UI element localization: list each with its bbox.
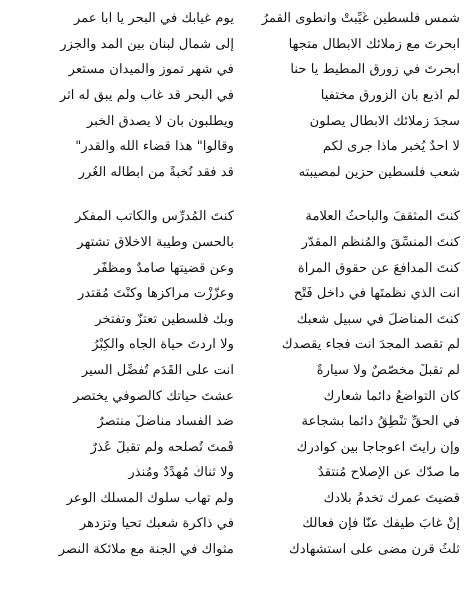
- verse-first-hemistich: لا أحدٌ يُخبر ماذا جرى لكُم: [322, 140, 460, 154]
- verse-first-hemistich: شمس فلسطين غُيِّبتْ وانطوى القمرُ: [261, 12, 460, 26]
- verse-line: [0, 108, 471, 134]
- verse-second-hemistich: في البحر قد غاب ولم يبق له أثر: [59, 88, 234, 103]
- verse-second-hemistich: وعزّزْت مراكزها وكُنْتَ مُقتدر: [78, 287, 234, 301]
- verse-second-hemistich: قُمتَ تُصلحه ولم تقبلْ عُذرٌ: [90, 440, 234, 454]
- verse-first-hemistich: كان التواضعُ دائماً شعارك: [323, 389, 460, 403]
- verse-second-hemistich: ولا ثناكَ مُهدِّدٌ ومُنذر: [128, 466, 234, 480]
- verse-second-hemistich: بالحسن وطيبة الاخلاق تشتهر: [77, 235, 234, 250]
- verse-first-hemistich: أنت الذي نظّمتَها في داخل فَتْح: [293, 287, 460, 301]
- verse-line: [0, 57, 471, 83]
- verse-second-hemistich: قد فقد نُخبةً من أبطاله الغُرر: [78, 165, 234, 179]
- verse-line: [0, 255, 471, 281]
- verse-second-hemistich: إلى شمال لبنان بين المد والجزر: [60, 37, 234, 51]
- verse-second-hemistich: أنت على القَدَم تُفضِّل السير: [81, 363, 234, 378]
- verse-second-hemistich: ضد الفساد مناضلٌ منتصرٌ: [97, 415, 234, 429]
- verse-line: [0, 160, 471, 186]
- verse-second-hemistich: وقالوا" هذا قضاء الله والقدر": [75, 140, 234, 154]
- verse-first-hemistich: ثلثُ قرنٍ مضى على استشهادك: [288, 543, 460, 557]
- verse-second-hemistich: كنتَ المُدرِّس والكاتب المفكر: [75, 210, 234, 224]
- verse-line: [0, 537, 471, 563]
- verse-line: [0, 6, 471, 32]
- verse-first-hemistich: لم تقصد المجدَ أنت فجاء يقصدك: [281, 338, 460, 352]
- verse-line: [0, 460, 471, 486]
- verse-first-hemistich: أبحرتَ مع زملائك الابطال متجهاً: [288, 37, 460, 51]
- verse-first-hemistich: وإن رأيتَ اعوجاجاً بين كوادرك: [296, 440, 460, 454]
- verse-first-hemistich: ما صدّكَ عن الإصلاح مُنتقدٌ: [317, 466, 460, 480]
- verse-first-hemistich: إنْ غابَ طيفكَ عنّا فإن فعالكَ: [302, 517, 460, 531]
- verse-first-hemistich: قضيتَ عمرك تخدمُ بلادك: [323, 491, 460, 506]
- verse-line: [0, 358, 471, 384]
- verse-first-hemistich: لم تقبلْ مخصّصٌ ولا سيارةٌ: [316, 363, 460, 378]
- verse-first-hemistich: كنتَ المنسِّقَ والمُنظم المقدَّر: [301, 235, 460, 250]
- verse-line: [0, 83, 471, 109]
- verse-line: [0, 511, 471, 537]
- verse-second-hemistich: وعن قضيتها صامدٌ ومظفّر: [93, 261, 234, 275]
- verse-second-hemistich: عشتَ حياتك كالصوفي يختصر: [73, 389, 234, 403]
- stanza-1: [0, 6, 471, 185]
- verse-line: [0, 32, 471, 58]
- verse-first-hemistich: أبحرتَ في زورق المطيط يا حنا: [290, 63, 460, 77]
- verse-line: [0, 307, 471, 333]
- verse-second-hemistich: في شهر تموز والميدان مستعر: [68, 63, 234, 77]
- verse-second-hemistich: وبك فلسطين تعتزُّ وتفتخر: [95, 312, 234, 326]
- verse-second-hemistich: في ذاكرة شعبك تحيا وتزدهر: [79, 517, 234, 531]
- verse-second-hemistich: ولا أردتَ حياة الجاه والكِبْرُ: [92, 338, 234, 352]
- verse-line: [0, 332, 471, 358]
- verse-first-hemistich: سجدَ زملائك الابطال يصلون: [309, 114, 460, 128]
- verse-line: [0, 383, 471, 409]
- verse-first-hemistich: كنتَ المثقفَ والباحثُ العلامة: [305, 210, 460, 224]
- verse-first-hemistich: في الحقِّ تنْطِقُ دائماً بشجاعة: [301, 415, 460, 429]
- verse-line: [0, 134, 471, 160]
- verse-first-hemistich: كنتَ المدافعَ عن حقوق المرأة: [297, 261, 460, 275]
- verse-second-hemistich: يوم غيابك في البحر يا أبا عمر: [73, 12, 234, 26]
- verse-second-hemistich: ويطلبون بأن لا يصدق الخبر: [86, 114, 234, 128]
- stanza-2: [0, 204, 471, 562]
- verse-line: [0, 204, 471, 230]
- verse-second-hemistich: ولم تهاب سلوك المسلك الوعر: [66, 491, 234, 506]
- verse-line: [0, 281, 471, 307]
- verse-first-hemistich: كنتَ المناضلَ في سبيل شعبك: [296, 312, 460, 326]
- verse-first-hemistich: لَم أذيع بأن الزورق مختفياً: [320, 88, 460, 103]
- verse-first-hemistich: شعب فلسطين حزين لمصيبته: [298, 165, 460, 179]
- verse-line: [0, 486, 471, 512]
- verse-line: [0, 435, 471, 461]
- verse-line: [0, 409, 471, 435]
- verse-second-hemistich: مثواك في الجنة مع ملائكة النصر: [58, 543, 234, 557]
- verse-line: [0, 230, 471, 256]
